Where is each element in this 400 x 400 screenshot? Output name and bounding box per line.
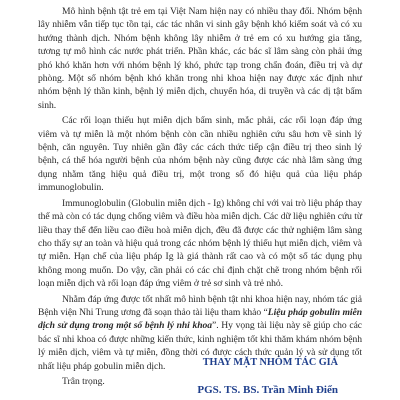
paragraph-3 [38,197,362,291]
book-title: Liệu pháp gobulin miễn dịch sử dụng trong một số bệnh lý nhi khoa [38,306,362,332]
paragraph-4-text-before: Nhằm đáp ứng được tốt nhất mô hình bệnh tật nhi khoa hiện nay, nhóm tác giả Bệnh viện Nhi Trung ương đã soạn thảo tài liệu tham khảo “ [38,293,362,318]
paragraph-2-text: Các rối loạn thiếu hụt miễn dịch bẩm sinh, mắc phải, các rối loạn đáp ứng viêm và tự miễn là một nhóm bệnh còn cần nhiều nghiên cứu sâu hơn về sinh lý bệnh, căn nguyên. Tuy nhiên gần đây các cách thức tiếp cận điều trị theo sinh lý bệnh, cá thể hóa người bệnh của nhóm bệnh này cũng được các nhà lâm sàng ứng dụng nhằm tăng hiệu quả điều trị, một trong số đó hiệu quả của liệu pháp immunoglobulin. [38,115,362,194]
closing-line: Trân trọng. [62,375,105,387]
paragraph-4-text-after: ”. Hy vọng tài liệu này sẽ giúp cho các bác sĩ nhi khoa có được những kiến thức, kinh nghiệm tốt khi thăm khám nhóm bệnh lý miễn dịch, viêm và tự miễn, đồng thời có được cách thức quản lý và sử dụng tốt nhất liệu pháp gobulin miễn dịch. [38,320,362,372]
signature-title: THAY MẶT NHÓM TÁC GIẢ [202,357,338,368]
paragraph-1 [38,5,362,112]
paragraph-1-text: Mô hình bệnh tật trẻ em tại Việt Nam hiện nay có nhiều thay đổi. Nhóm bệnh lây nhiễm vẫn tiếp tục tồn tại, các tác nhân vi sinh gây bệnh khó kiểm soát và có xu hướng thành dịch. Nhóm bệnh không lây nhiễm ở trẻ em có xu hướng gia tăng, tương tự mô hình các nước phát triển. Phần khác, các bác sĩ lâm sàng còn phải ứng phó khó khăn hơn với nhóm bệnh lý khó, phức tạp trong chẩn đoán, điều trị và dự phòng. Một số nhóm bệnh khó khăn trong nhi khoa hiện nay được xác định như nhóm bệnh lý thần kinh, bệnh lý miễn dịch, chuyển hóa, di truyền và các dị tật bẩm sinh. [38,6,362,111]
paragraph-3-text: Immunoglobulin (Globulin miễn dịch - Ig) không chỉ với vai trò liệu pháp thay thế mà còn có tác dụng chống viêm và điều hòa miễn dịch. Các dữ liệu nghiên cứu từ liều thay thế đến liều cao điều hoà miễn dịch, đều đã được các thử nghiệm lâm sàng cho thấy sự an toàn và hiệu quả trong các nhóm bệnh lý thiếu hụt miễn dịch, viêm và tự miễn. Hạn chế của liệu pháp Ig là giá thành rất cao và có một số tác dụng phụ không mong muốn. Do vậy, cần phải có các chỉ định chặt chẽ trong nhóm bệnh rối loạn miễn dịch và rối loạn đáp ứng viêm ở trẻ sơ sinh và trẻ nhỏ. [38,197,362,290]
paragraph-2 [38,114,362,194]
signature-name: PGS. TS. BS. Trần Minh Điển [197,384,338,396]
